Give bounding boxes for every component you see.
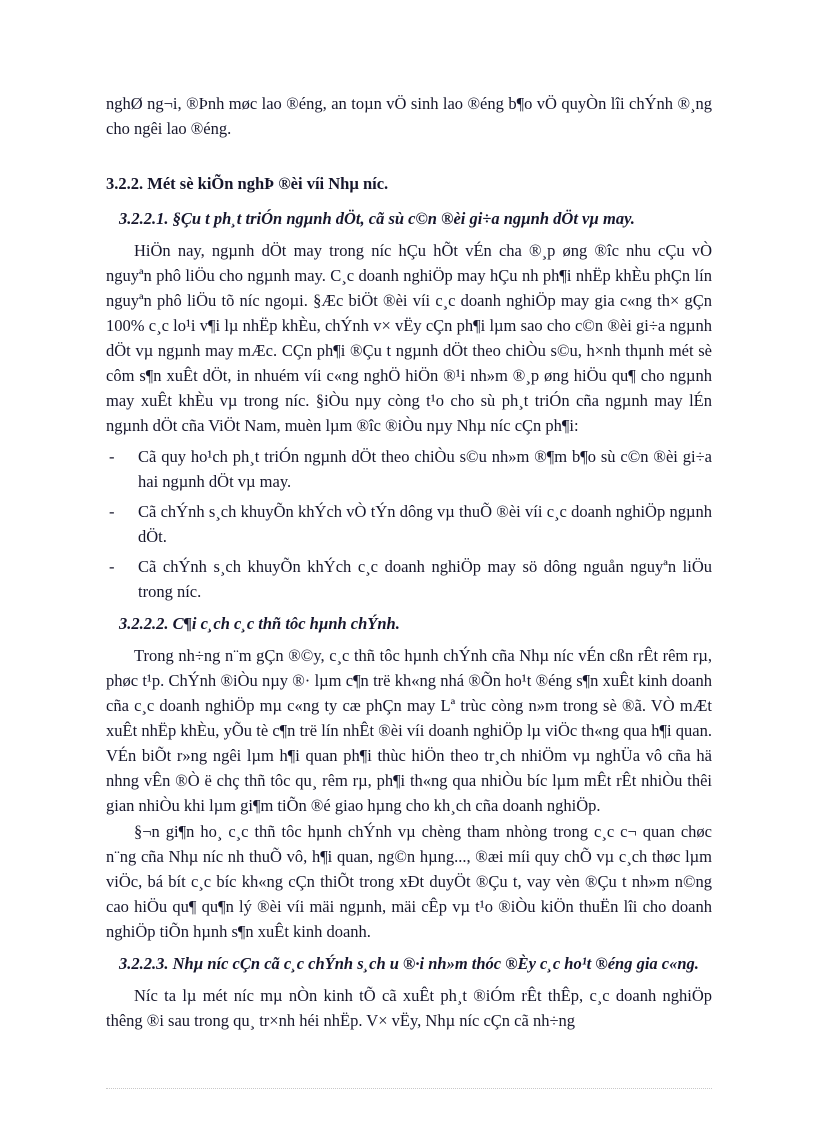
- subsection-heading-3-2-2-3: 3.2.2.3. Nhµ níc cÇn cã c¸c chÝnh s¸ch u ®·i nh»m thóc ®Èy c¸c ho¹t ®éng gia c«ng.: [119, 954, 699, 973]
- dash-bullet-icon: -: [109, 502, 115, 521]
- paragraph-thu-tuc-2: §¬n gi¶n ho¸ c¸c thñ tôc hµnh chÝnh vµ chèng tham nhòng trong c¸c c¬ quan chøc n¨ng cña Nhµ níc nh thuÕ vô, h¶i quan, ng©n hµng..., ®æi míi quy chÕ vµ c¸ch thøc lµm viÖc, bá bít c¸c bíc kh«ng cÇn thiÕt trong xÐt duyÖt ®Çu t, vay vèn ®Çu t nh»m n©ng cao hiÖu qu¶ qu¶n lý ®èi víi mäi ngµnh, mäi cÊp vµ t¹o ®iÒu kiÖn thuËn lîi cho doanh nghiÖp tiÕn hµnh s¶n xuÊt kinh doanh.: [106, 822, 712, 941]
- paragraph-gia-cong: Níc ta lµ mét níc mµ nÒn kinh tÕ cã xuÊt ph¸t ®iÓm rÊt thÊp, c¸c doanh nghiÖp thêng ®i sau trong qu¸ tr×nh héi nhËp. V× vËy, Nhµ níc cÇn cã nh÷ng: [106, 986, 712, 1030]
- subsection-heading-3-2-2-1: 3.2.2.1. §Çu t ph¸t triÓn ngµnh dÖt, cã sù c©n ®èi gi÷a ngµnh dÖt vµ may.: [119, 209, 635, 228]
- footer-divider: [106, 1088, 712, 1089]
- paragraph-det-may: HiÖn nay, ngµnh dÖt may trong níc hÇu hÕt vÉn cha ®¸p øng ®îc nhu cÇu vÒ nguyªn phô liÖu cho ngµnh may. C¸c doanh nghiÖp may hÇu nh ph¶i nhËp khÈu phÇn lín nguyªn phô liÖu tõ níc ngoµi. §Æc biÖt ®èi víi c¸c doanh nghiÖp may gia c«ng th× gÇn 100% c¸c lo¹i v¶i lµ nhËp khÈu, chÝnh v× vËy cÇn ph¶i lµm sao cho c©n ®èi gi÷a ngµnh dÖt vµ ngµnh may mÆc. CÇn ph¶i ®Çu t ngµnh dÖt theo chiÒu s©u, h×nh thµnh mét sè côm s¶n xuÊt dÖt, in nhuém víi c«ng nghÖ hiÖn ®¹i nh»m ®¸p øng hiÖu qu¶ cho ngµnh may xuÊt khÈu vµ trong níc. §iÒu nµy còng t¹o cho sù ph¸t triÓn cña ngµnh may lÉn ngµnh dÖt cña ViÖt Nam, muèn lµm ®îc ®iÒu nµy Nhµ níc cÇn ph¶i:: [106, 241, 712, 435]
- list-item: [106, 554, 712, 604]
- list-item: [106, 499, 712, 549]
- paragraph-thu-tuc-1: Trong nh÷ng n¨m gÇn ®©y, c¸c thñ tôc hµnh chÝnh cña Nhµ níc vÉn cßn rÊt rêm rµ, phøc t¹p. ChÝnh ®iÒu nµy ®· lµm c¶n trë kh«ng nhá ®Õn ho¹t ®éng s¶n xuÊt kinh doanh cña c¸c doanh nghiÖp mµ c«ng ty cæ phÇn may Lª trùc còng n»m trong sè ®ã. VÒ mÆt xuÊt nhËp khÈu, yÕu tè c¶n trë lín nhÊt ®èi víi doanh nghiÖp lµ viÖc th«ng qua h¶i quan. VÉn biÕt r»ng ngêi lµm h¶i quan ph¶i thùc hiÖn theo tr¸ch nhiÖm vµ nghÜa vô cña hä nhng vÊn ®Ò ë chç thñ tôc qu¸ rêm rµ, ph¶i th«ng qua nhiÒu bíc lµm mÊt rÊt nhiÒu thêi gian nhiÒu khi lµm gi¶m tiÕn ®é giao hµng cho kh¸ch cña doanh nghiÖp.: [106, 646, 712, 815]
- subsection-heading-3-2-2-2: 3.2.2.2. C¶i c¸ch c¸c thñ tôc hµnh chÝnh.: [119, 614, 400, 633]
- list-item-text: Cã chÝnh s¸ch khuyÕn khÝch vÒ tÝn dông vµ thuÕ ®èi víi c¸c doanh nghiÖp ngµnh dÖt.: [138, 502, 712, 546]
- section-heading-3-2-2: 3.2.2. Mét sè kiÕn nghÞ ®èi víi Nhµ níc.: [106, 174, 389, 193]
- dash-bullet-icon: -: [109, 447, 115, 466]
- recommendation-list: [106, 444, 712, 604]
- list-item: [106, 444, 712, 494]
- list-item-text: Cã chÝnh s¸ch khuyÕn khÝch c¸c doanh nghiÖp may sö dông nguån nguyªn liÖu trong níc.: [138, 557, 712, 601]
- dash-bullet-icon: -: [109, 557, 115, 576]
- continuation-paragraph: nghØ ng¬i, ®Þnh møc lao ®éng, an toµn vÖ sinh lao ®éng b¶o vÖ quyÒn lîi chÝnh ®¸ng cho ngêi lao ®éng.: [106, 94, 712, 138]
- list-item-text: Cã quy ho¹ch ph¸t triÓn ngµnh dÖt theo chiÒu s©u nh»m ®¶m b¶o sù c©n ®èi gi÷a hai ngµnh dÖt vµ may.: [138, 447, 712, 491]
